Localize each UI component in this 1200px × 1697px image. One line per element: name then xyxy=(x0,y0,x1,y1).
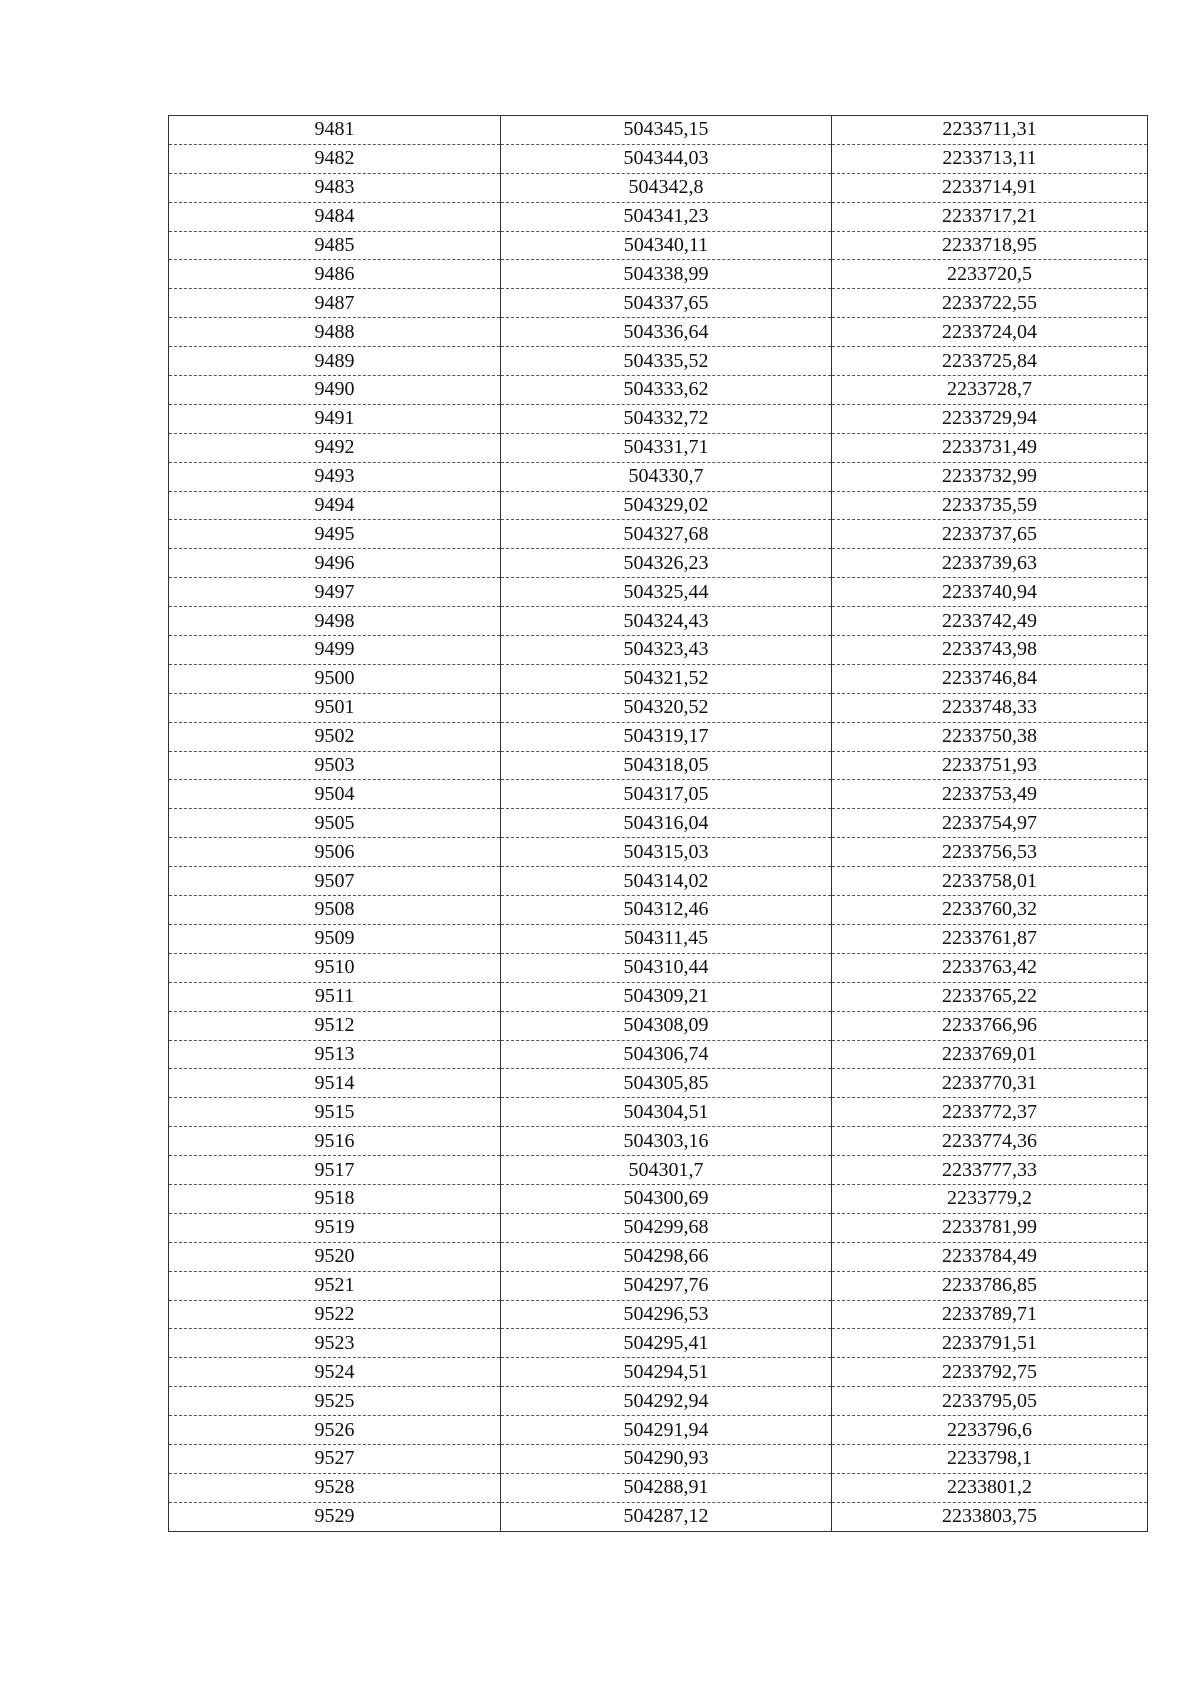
point-number-cell: 9522 xyxy=(169,1300,501,1329)
point-number-cell: 9518 xyxy=(169,1184,501,1213)
point-number-cell: 9509 xyxy=(169,924,501,953)
x-coordinate-cell: 504329,02 xyxy=(501,491,832,520)
x-coordinate-cell: 504306,74 xyxy=(501,1040,832,1069)
point-number-cell: 9506 xyxy=(169,838,501,867)
y-coordinate-cell: 2233803,75 xyxy=(832,1502,1148,1531)
x-coordinate-cell: 504297,76 xyxy=(501,1271,832,1300)
x-coordinate-cell: 504338,99 xyxy=(501,260,832,289)
x-coordinate-cell: 504300,69 xyxy=(501,1184,832,1213)
point-number-cell: 9528 xyxy=(169,1473,501,1502)
table-row xyxy=(169,867,1148,896)
table-row xyxy=(169,549,1148,578)
table-row xyxy=(169,1011,1148,1040)
y-coordinate-cell: 2233739,63 xyxy=(832,549,1148,578)
point-number-cell: 9487 xyxy=(169,289,501,318)
table-row xyxy=(169,693,1148,722)
x-coordinate-cell: 504299,68 xyxy=(501,1213,832,1242)
x-coordinate-cell: 504288,91 xyxy=(501,1473,832,1502)
point-number-cell: 9491 xyxy=(169,404,501,433)
table-row xyxy=(169,289,1148,318)
y-coordinate-cell: 2233714,91 xyxy=(832,173,1148,202)
point-number-cell: 9501 xyxy=(169,693,501,722)
table-row xyxy=(169,173,1148,202)
point-number-cell: 9497 xyxy=(169,578,501,607)
table-row xyxy=(169,116,1148,145)
table-row xyxy=(169,404,1148,433)
y-coordinate-cell: 2233765,22 xyxy=(832,982,1148,1011)
point-number-cell: 9511 xyxy=(169,982,501,1011)
point-number-cell: 9498 xyxy=(169,607,501,636)
table-row xyxy=(169,1387,1148,1416)
y-coordinate-cell: 2233725,84 xyxy=(832,347,1148,376)
x-coordinate-cell: 504308,09 xyxy=(501,1011,832,1040)
y-coordinate-cell: 2233732,99 xyxy=(832,462,1148,491)
x-coordinate-cell: 504324,43 xyxy=(501,607,832,636)
y-coordinate-cell: 2233722,55 xyxy=(832,289,1148,318)
y-coordinate-cell: 2233760,32 xyxy=(832,896,1148,925)
point-number-cell: 9516 xyxy=(169,1127,501,1156)
x-coordinate-cell: 504319,17 xyxy=(501,722,832,751)
x-coordinate-cell: 504340,11 xyxy=(501,231,832,260)
y-coordinate-cell: 2233750,38 xyxy=(832,722,1148,751)
x-coordinate-cell: 504305,85 xyxy=(501,1069,832,1098)
y-coordinate-cell: 2233798,1 xyxy=(832,1444,1148,1473)
y-coordinate-cell: 2233791,51 xyxy=(832,1329,1148,1358)
x-coordinate-cell: 504295,41 xyxy=(501,1329,832,1358)
x-coordinate-cell: 504342,8 xyxy=(501,173,832,202)
y-coordinate-cell: 2233746,84 xyxy=(832,664,1148,693)
table-row xyxy=(169,780,1148,809)
point-number-cell: 9508 xyxy=(169,896,501,925)
point-number-cell: 9520 xyxy=(169,1242,501,1271)
y-coordinate-cell: 2233711,31 xyxy=(832,116,1148,145)
y-coordinate-cell: 2233779,2 xyxy=(832,1184,1148,1213)
table-row xyxy=(169,607,1148,636)
point-number-cell: 9492 xyxy=(169,433,501,462)
x-coordinate-cell: 504320,52 xyxy=(501,693,832,722)
table-row xyxy=(169,1213,1148,1242)
x-coordinate-cell: 504331,71 xyxy=(501,433,832,462)
x-coordinate-cell: 504345,15 xyxy=(501,116,832,145)
point-number-cell: 9515 xyxy=(169,1098,501,1127)
point-number-cell: 9521 xyxy=(169,1271,501,1300)
table-row xyxy=(169,1300,1148,1329)
y-coordinate-cell: 2233786,85 xyxy=(832,1271,1148,1300)
x-coordinate-cell: 504321,52 xyxy=(501,664,832,693)
y-coordinate-cell: 2233774,36 xyxy=(832,1127,1148,1156)
point-number-cell: 9504 xyxy=(169,780,501,809)
y-coordinate-cell: 2233772,37 xyxy=(832,1098,1148,1127)
x-coordinate-cell: 504294,51 xyxy=(501,1358,832,1387)
table-row xyxy=(169,144,1148,173)
y-coordinate-cell: 2233740,94 xyxy=(832,578,1148,607)
point-number-cell: 9517 xyxy=(169,1156,501,1185)
x-coordinate-cell: 504317,05 xyxy=(501,780,832,809)
table-row xyxy=(169,953,1148,982)
table-row xyxy=(169,1473,1148,1502)
y-coordinate-cell: 2233735,59 xyxy=(832,491,1148,520)
y-coordinate-cell: 2233729,94 xyxy=(832,404,1148,433)
x-coordinate-cell: 504311,45 xyxy=(501,924,832,953)
x-coordinate-cell: 504316,04 xyxy=(501,809,832,838)
point-number-cell: 9514 xyxy=(169,1069,501,1098)
x-coordinate-cell: 504310,44 xyxy=(501,953,832,982)
y-coordinate-cell: 2233769,01 xyxy=(832,1040,1148,1069)
point-number-cell: 9482 xyxy=(169,144,501,173)
y-coordinate-cell: 2233731,49 xyxy=(832,433,1148,462)
point-number-cell: 9513 xyxy=(169,1040,501,1069)
x-coordinate-cell: 504332,72 xyxy=(501,404,832,433)
point-number-cell: 9512 xyxy=(169,1011,501,1040)
point-number-cell: 9525 xyxy=(169,1387,501,1416)
x-coordinate-cell: 504314,02 xyxy=(501,867,832,896)
point-number-cell: 9496 xyxy=(169,549,501,578)
table-row xyxy=(169,636,1148,665)
y-coordinate-cell: 2233728,7 xyxy=(832,376,1148,405)
table-row xyxy=(169,1242,1148,1271)
table-row xyxy=(169,318,1148,347)
x-coordinate-cell: 504318,05 xyxy=(501,751,832,780)
table-row xyxy=(169,809,1148,838)
point-number-cell: 9483 xyxy=(169,173,501,202)
y-coordinate-cell: 2233761,87 xyxy=(832,924,1148,953)
point-number-cell: 9495 xyxy=(169,520,501,549)
y-coordinate-cell: 2233751,93 xyxy=(832,751,1148,780)
x-coordinate-cell: 504296,53 xyxy=(501,1300,832,1329)
table-row xyxy=(169,896,1148,925)
point-number-cell: 9493 xyxy=(169,462,501,491)
y-coordinate-cell: 2233777,33 xyxy=(832,1156,1148,1185)
x-coordinate-cell: 504303,16 xyxy=(501,1127,832,1156)
coordinates-table xyxy=(168,115,1148,1532)
table-row xyxy=(169,433,1148,462)
x-coordinate-cell: 504315,03 xyxy=(501,838,832,867)
y-coordinate-cell: 2233718,95 xyxy=(832,231,1148,260)
point-number-cell: 9484 xyxy=(169,202,501,231)
point-number-cell: 9510 xyxy=(169,953,501,982)
table-row xyxy=(169,491,1148,520)
table-row xyxy=(169,202,1148,231)
y-coordinate-cell: 2233795,05 xyxy=(832,1387,1148,1416)
x-coordinate-cell: 504333,62 xyxy=(501,376,832,405)
x-coordinate-cell: 504292,94 xyxy=(501,1387,832,1416)
point-number-cell: 9519 xyxy=(169,1213,501,1242)
y-coordinate-cell: 2233742,49 xyxy=(832,607,1148,636)
y-coordinate-cell: 2233758,01 xyxy=(832,867,1148,896)
y-coordinate-cell: 2233792,75 xyxy=(832,1358,1148,1387)
x-coordinate-cell: 504309,21 xyxy=(501,982,832,1011)
table-row xyxy=(169,1271,1148,1300)
y-coordinate-cell: 2233743,98 xyxy=(832,636,1148,665)
point-number-cell: 9485 xyxy=(169,231,501,260)
x-coordinate-cell: 504304,51 xyxy=(501,1098,832,1127)
y-coordinate-cell: 2233753,49 xyxy=(832,780,1148,809)
x-coordinate-cell: 504323,43 xyxy=(501,636,832,665)
table-row xyxy=(169,462,1148,491)
point-number-cell: 9529 xyxy=(169,1502,501,1531)
table-row xyxy=(169,260,1148,289)
point-number-cell: 9503 xyxy=(169,751,501,780)
x-coordinate-cell: 504301,7 xyxy=(501,1156,832,1185)
x-coordinate-cell: 504336,64 xyxy=(501,318,832,347)
y-coordinate-cell: 2233713,11 xyxy=(832,144,1148,173)
point-number-cell: 9524 xyxy=(169,1358,501,1387)
point-number-cell: 9527 xyxy=(169,1444,501,1473)
point-number-cell: 9502 xyxy=(169,722,501,751)
table-row xyxy=(169,1444,1148,1473)
y-coordinate-cell: 2233754,97 xyxy=(832,809,1148,838)
point-number-cell: 9494 xyxy=(169,491,501,520)
point-number-cell: 9523 xyxy=(169,1329,501,1358)
table-row xyxy=(169,1502,1148,1531)
x-coordinate-cell: 504312,46 xyxy=(501,896,832,925)
x-coordinate-cell: 504330,7 xyxy=(501,462,832,491)
table-row xyxy=(169,1329,1148,1358)
point-number-cell: 9499 xyxy=(169,636,501,665)
x-coordinate-cell: 504327,68 xyxy=(501,520,832,549)
table-row xyxy=(169,1184,1148,1213)
table-row xyxy=(169,1156,1148,1185)
table-row xyxy=(169,1416,1148,1445)
table-row xyxy=(169,1098,1148,1127)
point-number-cell: 9488 xyxy=(169,318,501,347)
y-coordinate-cell: 2233789,71 xyxy=(832,1300,1148,1329)
y-coordinate-cell: 2233763,42 xyxy=(832,953,1148,982)
y-coordinate-cell: 2233724,04 xyxy=(832,318,1148,347)
x-coordinate-cell: 504298,66 xyxy=(501,1242,832,1271)
x-coordinate-cell: 504335,52 xyxy=(501,347,832,376)
table-row xyxy=(169,578,1148,607)
y-coordinate-cell: 2233770,31 xyxy=(832,1069,1148,1098)
x-coordinate-cell: 504287,12 xyxy=(501,1502,832,1531)
y-coordinate-cell: 2233781,99 xyxy=(832,1213,1148,1242)
point-number-cell: 9486 xyxy=(169,260,501,289)
y-coordinate-cell: 2233720,5 xyxy=(832,260,1148,289)
table-row xyxy=(169,347,1148,376)
table-row xyxy=(169,376,1148,405)
y-coordinate-cell: 2233796,6 xyxy=(832,1416,1148,1445)
x-coordinate-cell: 504344,03 xyxy=(501,144,832,173)
point-number-cell: 9500 xyxy=(169,664,501,693)
table-row xyxy=(169,722,1148,751)
table-row xyxy=(169,838,1148,867)
y-coordinate-cell: 2233801,2 xyxy=(832,1473,1148,1502)
point-number-cell: 9505 xyxy=(169,809,501,838)
table-row xyxy=(169,1040,1148,1069)
x-coordinate-cell: 504326,23 xyxy=(501,549,832,578)
table-row xyxy=(169,1127,1148,1156)
table-row xyxy=(169,1358,1148,1387)
y-coordinate-cell: 2233766,96 xyxy=(832,1011,1148,1040)
x-coordinate-cell: 504337,65 xyxy=(501,289,832,318)
y-coordinate-cell: 2233784,49 xyxy=(832,1242,1148,1271)
table-row xyxy=(169,924,1148,953)
point-number-cell: 9507 xyxy=(169,867,501,896)
x-coordinate-cell: 504325,44 xyxy=(501,578,832,607)
table-row xyxy=(169,1069,1148,1098)
y-coordinate-cell: 2233756,53 xyxy=(832,838,1148,867)
point-number-cell: 9526 xyxy=(169,1416,501,1445)
x-coordinate-cell: 504291,94 xyxy=(501,1416,832,1445)
table-row xyxy=(169,982,1148,1011)
table-row xyxy=(169,520,1148,549)
point-number-cell: 9489 xyxy=(169,347,501,376)
y-coordinate-cell: 2233737,65 xyxy=(832,520,1148,549)
table-row xyxy=(169,231,1148,260)
coordinates-table-body xyxy=(169,116,1148,1532)
point-number-cell: 9490 xyxy=(169,376,501,405)
y-coordinate-cell: 2233748,33 xyxy=(832,693,1148,722)
table-row xyxy=(169,751,1148,780)
x-coordinate-cell: 504290,93 xyxy=(501,1444,832,1473)
x-coordinate-cell: 504341,23 xyxy=(501,202,832,231)
y-coordinate-cell: 2233717,21 xyxy=(832,202,1148,231)
table-row xyxy=(169,664,1148,693)
point-number-cell: 9481 xyxy=(169,116,501,145)
